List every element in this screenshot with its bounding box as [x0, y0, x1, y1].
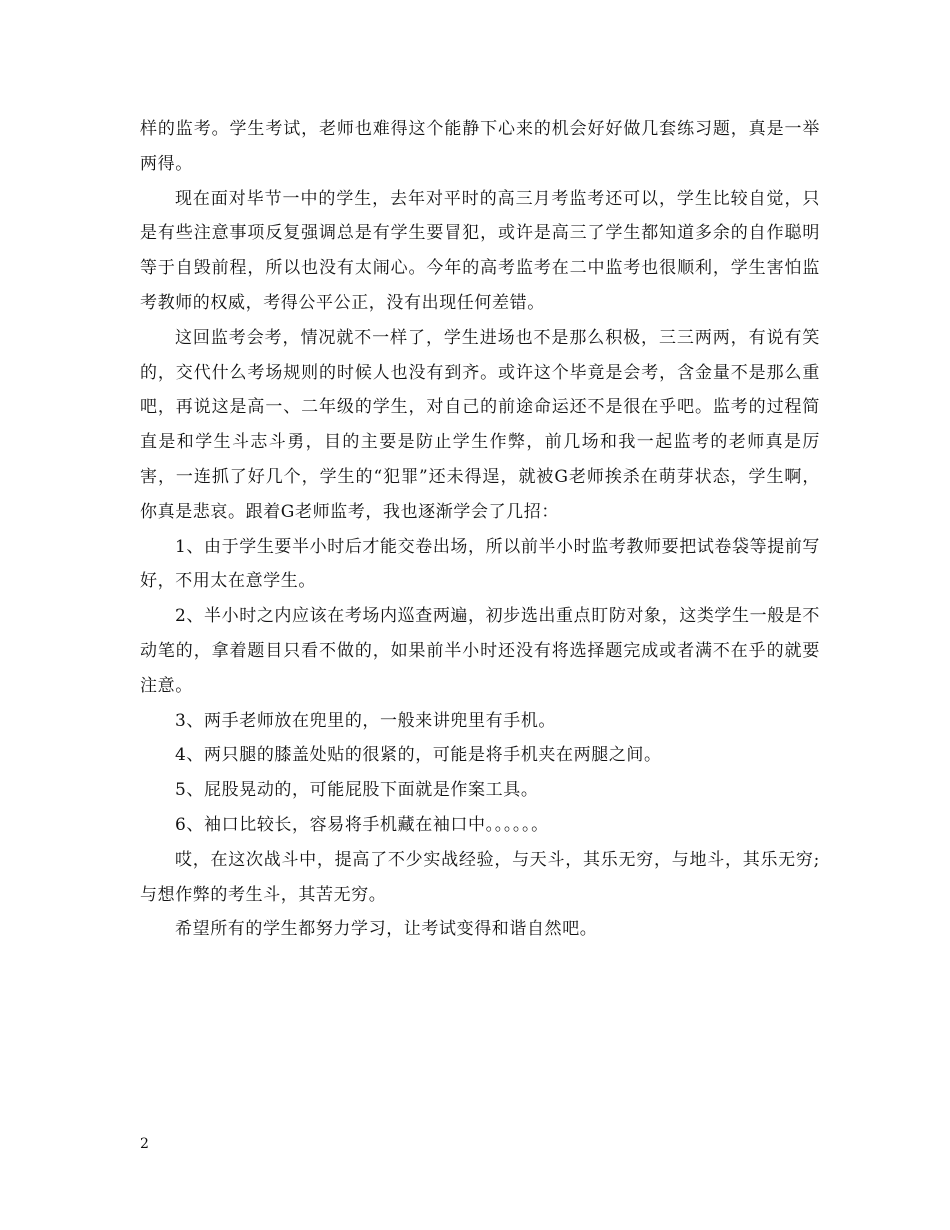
list-item: 1、由于学生要半小时后才能交卷出场，所以前半小时监考教师要把试卷袋等提前写好，不用太在意学生。 [140, 536, 821, 592]
paragraph: 希望所有的学生都努力学习，让考试变得和谐自然吧。 [175, 919, 598, 940]
list-item: 3、两手老师放在兜里的，一般来讲兜里有手机。 [175, 710, 557, 731]
list-item: 4、两只腿的膝盖处贴的很紧的，可能是将手机夹在两腿之间。 [175, 745, 662, 766]
paragraph: 哎，在这次战斗中，提高了不少实战经验，与天斗，其乐无穷，与地斗，其乐无穷;与想作弊的考生斗，其苦无穷。 [140, 849, 820, 905]
list-item: 6、袖口比较长，容易将手机藏在袖口中。。。。。。 [175, 814, 549, 835]
paragraph: 样的监考。学生考试，老师也难得这个能静下心来的机会好好做几套练习题，真是一举两得。 [140, 119, 820, 174]
list-item: 2、半小时之内应该在考场内巡查两遍，初步选出重点盯防对象，这类学生一般是不动笔的，拿着题目只看不做的，如果前半小时还没有将选择题完成或者满不在乎的就要注意。 [140, 606, 821, 696]
body-text [140, 112, 820, 947]
list-item: 5、屁股晃动的，可能屁股下面就是作案工具。 [175, 780, 539, 801]
page-number: 2 [140, 1136, 149, 1152]
paragraph: 这回监考会考，情况就不一样了，学生进场也不是那么积极，三三两两，有说有笑的，交代什么考场规则的时候人也没有到齐。或许这个毕竟是会考，含金量不是那么重吧，再说这是高一、二年级的学生，对自己的前途命运还不是很在乎吧。监考的过程简直是和学生斗志斗勇，目的主要是防止学生作弊，前几场和我一起监考的老师真是厉害，一连抓了好几个，学生的“犯罪”还未得逞，就被G老师挨杀在萌芽状态，学生啊，你真是悲哀。跟着G老师监考，我也逐渐学会了几招： [140, 327, 820, 522]
paragraph: 现在面对毕节一中的学生，去年对平时的高三月考监考还可以，学生比较自觉，只是有些注意事项反复强调总是有学生要冒犯，或许是高三了学生都知道多余的自作聪明等于自毁前程，所以也没有太闹心。今年的高考监考在二中监考也很顺利，学生害怕监考教师的权威，考得公平公正，没有出现任何差错。 [140, 188, 820, 313]
